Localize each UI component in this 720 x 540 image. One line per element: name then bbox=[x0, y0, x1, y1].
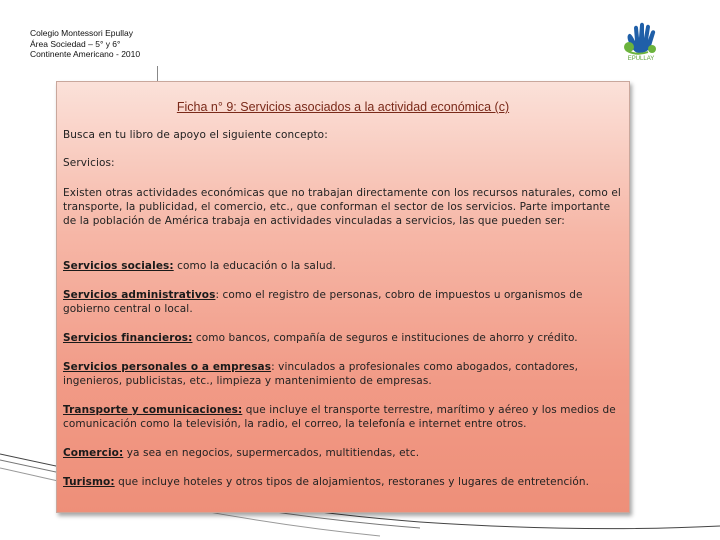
card-title: Ficha n° 9: Servicios asociados a la actividad económica (c) bbox=[176, 100, 510, 114]
item-term: Servicios administrativos bbox=[63, 289, 216, 301]
item-term: Comercio: bbox=[63, 447, 124, 459]
list-item bbox=[63, 475, 623, 489]
concept-paragraph: Existen otras actividades económicas que no trabajan directamente con los recursos naturales, como el transporte, la publicidad, el comercio, etc., que conforman el sector de los servicios. Parte importante de la población de América trabaja en actividades vinculadas a servicios, las que pueden ser: bbox=[63, 187, 621, 227]
item-term: Transporte y comunicaciones: bbox=[63, 404, 243, 416]
item-term: Servicios personales o a empresas bbox=[63, 361, 272, 373]
school-header bbox=[30, 28, 140, 60]
item-term: Servicios sociales: bbox=[63, 260, 174, 272]
logo-text: EPULLAY bbox=[627, 56, 655, 62]
item-term: Servicios financieros: bbox=[63, 332, 193, 344]
list-item bbox=[63, 331, 623, 345]
list-item bbox=[63, 288, 623, 316]
intro-text: Busca en tu libro de apoyo el siguiente concepto: bbox=[63, 129, 328, 141]
list-item bbox=[63, 446, 623, 460]
concept-label: Servicios: bbox=[63, 157, 115, 169]
item-text: como bancos, compañía de seguros e instituciones de ahorro y crédito. bbox=[192, 332, 578, 344]
school-name: Colegio Montessori Epullay bbox=[30, 28, 133, 38]
item-term: Turismo: bbox=[63, 476, 115, 488]
item-text: que incluye hoteles y otros tipos de alojamientos, restoranes y lugares de entretención. bbox=[114, 476, 590, 488]
subject-area: Área Sociedad – 5° y 6° bbox=[30, 38, 121, 49]
list-item bbox=[63, 360, 623, 388]
item-text: : como el registro de personas, cobro de impuestos u organismos de gobierno central o local. bbox=[63, 289, 583, 315]
item-text: ya sea en negocios, supermercados, multitiendas, etc. bbox=[123, 447, 420, 459]
hand-logo-icon bbox=[618, 20, 664, 62]
course-unit: Continente Americano - 2010 bbox=[30, 49, 141, 59]
list-item bbox=[63, 259, 623, 273]
item-text: : vinculados a profesionales como abogados, contadores, ingenieros, publicistas, etc., limpieza y mantenimiento de empresas. bbox=[63, 361, 579, 387]
item-text: que incluye el transporte terrestre, marítimo y aéreo y los medios de comunicación como la televisión, la radio, el correo, la telefonía e internet entre otros. bbox=[63, 404, 616, 430]
item-text: como la educación o la salud. bbox=[173, 260, 336, 272]
list-item bbox=[63, 403, 623, 431]
worksheet-card bbox=[56, 81, 630, 513]
